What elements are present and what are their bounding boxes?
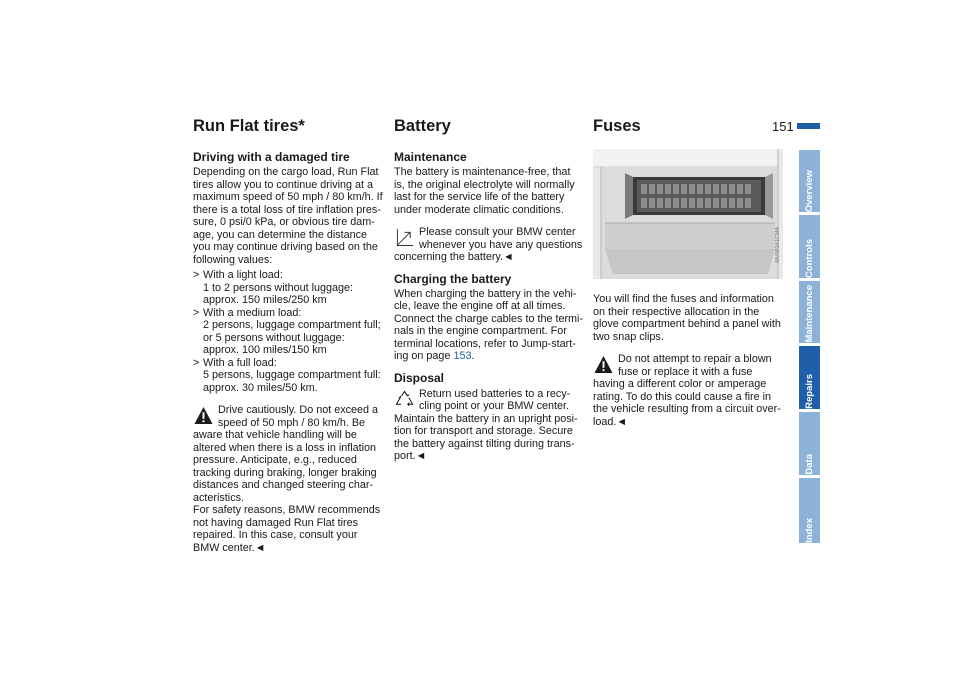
bullet-arrow-icon: > xyxy=(193,356,200,369)
tab-label: Index xyxy=(804,518,815,543)
battery-note xyxy=(394,226,584,264)
run-flat-section xyxy=(193,116,383,554)
disposal-text-first: Return used batteries to a recy-cling point or your BMW center. xyxy=(419,387,571,412)
fuses-warning-first: Do not attempt to repair a blown fuse or replace it with a fuse xyxy=(618,353,772,378)
page-number-bar xyxy=(797,123,820,129)
charging-text-body: When charging the battery in the vehi-cle, leave the engine off at all times. Connect the charge cables to the termi-nals in the engine compartment. For terminal locations, refer to Jump-start-ing on page xyxy=(394,287,584,362)
load-line: 2 persons, luggage compartment full; xyxy=(203,319,381,331)
run-flat-title: Run Flat tires* xyxy=(193,117,305,135)
warning-text-first: Drive cautiously. Do not exceed a speed of 50 mph / 80 km/h. Be xyxy=(218,404,379,429)
load-list xyxy=(193,269,383,394)
note-text-rest: concerning the battery.◄ xyxy=(394,251,514,263)
fuse-panel-illustration xyxy=(593,149,783,279)
warning-triangle-icon xyxy=(594,355,613,374)
load-line: 1 to 2 persons without luggage: xyxy=(203,281,354,294)
list-item xyxy=(193,357,383,395)
load-line: or 5 persons without luggage: xyxy=(203,331,345,344)
tab-label: Controls xyxy=(804,238,815,278)
disposal-note xyxy=(394,388,584,463)
damaged-tire-heading: Driving with a damaged tire xyxy=(193,150,350,164)
load-line: approx. 100 miles/150 km xyxy=(203,344,327,356)
run-flat-warning xyxy=(193,404,383,554)
disposal-heading: Disposal xyxy=(394,370,445,385)
load-label: With a full load: xyxy=(203,356,277,369)
charging-text xyxy=(394,288,584,363)
tab-label: Repairs xyxy=(804,374,815,409)
fuses-text: You will find the fuses and information on their respective allocation in the glove compartment behind a panel with two snap clips. xyxy=(593,293,781,343)
disposal-text-rest: Maintain the battery in an upright posi-tion for transport and storage. Secure the battery against tilting during trans-port.◄ xyxy=(394,412,578,462)
list-item xyxy=(193,269,383,307)
page-link-153[interactable]: 153 xyxy=(453,350,472,362)
charging-text-end: . xyxy=(471,350,475,362)
tab-overview[interactable] xyxy=(799,150,820,212)
tab-label: Overview xyxy=(804,169,815,212)
battery-section xyxy=(394,116,584,463)
warning-text-more: For safety reasons, BMW recommends not having damaged Run Flat tires repaired. In this case, consult your BMW center.◄ xyxy=(193,504,381,554)
glove-compartment-image xyxy=(593,149,783,279)
load-line: approx. 30 miles/50 km. xyxy=(203,381,318,394)
recycling-icon xyxy=(395,390,414,409)
load-line: approx. 150 miles/250 km xyxy=(203,294,327,306)
fuses-title: Fuses xyxy=(593,117,641,135)
tab-controls[interactable] xyxy=(799,215,820,278)
warning-text-rest: aware that vehicle handling will be altered when there is a loss in inflation pressure. Anticipate, e.g., reduced tracking during braking, longer braking distances and changed steering char-acteristics. xyxy=(193,429,377,504)
bullet-arrow-icon: > xyxy=(193,306,200,319)
fuses-warning xyxy=(593,353,783,428)
load-label: With a light load: xyxy=(203,269,283,281)
run-flat-intro: Depending on the cargo load, Run Flat tires allow you to continue driving at a maximum speed of 50 mph / 80 km/h. If there is a total loss of tire inflation pres-sure, 0 psi/0 kPa, or obvious tire dam-age, you can determine the distance you may continue driving based on the following values: xyxy=(193,166,383,266)
note-arrow-icon xyxy=(395,228,414,247)
tab-label: Data xyxy=(804,454,815,475)
charging-heading: Charging the battery xyxy=(394,271,512,286)
tab-label: Maintenance xyxy=(804,285,815,343)
load-label: With a medium load: xyxy=(203,306,302,319)
fuses-section xyxy=(593,116,783,428)
note-text-first: Please consult your BMW center whenever you have any questions xyxy=(419,226,583,251)
maintenance-heading: Maintenance xyxy=(394,150,467,164)
page-number: 151 xyxy=(772,119,794,134)
tab-maintenance[interactable] xyxy=(799,281,820,343)
warning-triangle-icon xyxy=(194,406,213,425)
tab-index[interactable] xyxy=(799,478,820,543)
maintenance-text: The battery is maintenance-free, that is, the original electrolyte will normally last for the service life of the battery under moderate climatic conditions. xyxy=(394,166,575,216)
load-line: 5 persons, luggage compartment full: xyxy=(203,369,381,381)
bullet-arrow-icon: > xyxy=(193,269,200,281)
image-code: MV00141CMA xyxy=(774,227,781,263)
tab-data[interactable] xyxy=(799,412,820,475)
tab-repairs[interactable] xyxy=(799,346,820,409)
fuses-warning-rest: having a different color or amperage rating. To do this could cause a fire in the vehicle resulting from a circuit over-load.◄ xyxy=(593,378,781,428)
battery-title: Battery xyxy=(394,117,451,135)
list-item xyxy=(193,307,383,357)
